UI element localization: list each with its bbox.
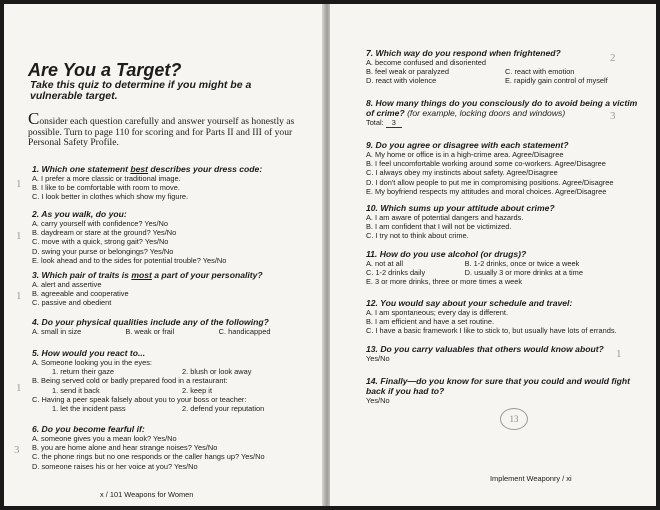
q3-option-b[interactable]: B. agreeable and cooperative xyxy=(32,289,129,299)
q14-answer[interactable]: Yes/No xyxy=(366,396,390,405)
q3-title-post: a part of your personality? xyxy=(151,270,263,280)
question-12 xyxy=(366,298,644,336)
question-2-title: 2. As you walk, do you: xyxy=(32,209,127,219)
q12-option-b[interactable]: B. I am efficient and have a set routine. xyxy=(366,317,495,327)
q7-option-d[interactable]: D. react with violence xyxy=(366,76,437,86)
q11-option-e[interactable]: E. 3 or more drinks, three or more times a week xyxy=(366,277,523,287)
q1-option-a[interactable]: A. I prefer a more classic or traditional image. xyxy=(32,174,181,183)
q4-options xyxy=(32,327,312,336)
q7-option-b[interactable]: B. feel weak or paralyzed xyxy=(366,67,449,77)
q11-option-d[interactable]: D. usually 3 or more drinks at a time xyxy=(464,268,583,278)
question-1-title xyxy=(32,164,312,174)
handwritten-mark-r3: 3 xyxy=(610,110,616,122)
q1-option-c[interactable]: C. I look better in clothes which show my figure. xyxy=(32,192,189,202)
q9-option-b[interactable]: B. I feel uncomfortable working around some co-workers. Agree/Disagree xyxy=(366,159,606,169)
handwritten-mark-3: 1 xyxy=(16,290,22,302)
q7-option-c[interactable]: C. react with emotion xyxy=(505,67,575,77)
q6-option-b[interactable]: B. you are home alone and hear strange noises? Yes/No xyxy=(32,443,218,453)
q5-b-choice-1[interactable]: 1. send it back xyxy=(52,385,100,395)
question-11 xyxy=(366,249,644,287)
question-13 xyxy=(366,344,644,363)
question-6-title: 6. Do you become fearful if: xyxy=(32,424,145,434)
q5-a-choice-1[interactable]: 1. return their gaze xyxy=(52,367,115,377)
q3-title-emph: most xyxy=(131,270,152,280)
page-title: Are You a Target? xyxy=(28,60,182,80)
q5-b-choices xyxy=(32,386,312,395)
handwritten-mark-1: 1 xyxy=(16,178,22,190)
question-14 xyxy=(366,376,644,405)
q4-option-c[interactable]: C. handicapped xyxy=(218,327,271,336)
question-10-title: 10. Which sums up your attitude about crime? xyxy=(366,203,555,213)
q11-row-cd xyxy=(366,268,644,277)
q6-option-d[interactable]: D. someone raises his or her voice at you? Yes/No xyxy=(32,461,198,471)
page-subtitle: Take this quiz to determine if you might be a vulnerable target. xyxy=(30,79,252,102)
question-7 xyxy=(366,48,644,86)
q2-option-e[interactable]: E. look ahead and to the sides for potential trouble? Yes/No xyxy=(32,255,227,265)
q8-total-label: Total: xyxy=(366,118,384,127)
q5-c-choices xyxy=(32,404,312,413)
intro-text: onsider each question carefully and answer yourself as honestly as possible. Turn to page 110 for scoring and for Parts II and III of your Personal Safety Profile. xyxy=(28,116,295,149)
q10-option-a[interactable]: A. I am aware of potential dangers and hazards. xyxy=(366,213,524,222)
question-7-title: 7. Which way do you respond when frightened? xyxy=(366,48,561,58)
q8-title-paren: (for example, locking doors and windows) xyxy=(404,108,566,118)
q5-a-choice-2[interactable]: 2. blush or look away xyxy=(182,367,252,377)
q12-option-a[interactable]: A. I am spontaneous; every day is different. xyxy=(366,308,509,317)
question-4-title: 4. Do your physical qualities include any of the following? xyxy=(32,317,269,327)
q1-title-pre: 1. Which one statement xyxy=(32,164,131,174)
q9-option-a[interactable]: A. My home or office is in a high-crime area. Agree/Disagree xyxy=(366,150,564,159)
right-page-footer: Implement Weaponry / xi xyxy=(490,474,572,483)
question-6 xyxy=(32,424,312,471)
q7-row-bc xyxy=(366,67,644,76)
q7-option-a[interactable]: A. become confused and disoriented xyxy=(366,58,486,67)
question-3 xyxy=(32,270,312,308)
handwritten-mark-2: 1 xyxy=(16,230,22,242)
q9-option-e[interactable]: E. My boyfriend respects my attitudes and moral choices. Agree/Disagree xyxy=(366,186,607,196)
right-page xyxy=(330,4,656,506)
handwritten-mark-5: 3 xyxy=(14,444,20,456)
q10-option-b[interactable]: B. I am confident that I will not be victimized. xyxy=(366,222,512,232)
q9-option-d[interactable]: D. I don't allow people to put me in compromising positions. Agree/Disagree xyxy=(366,177,614,187)
q9-option-c[interactable]: C. I always obey my instincts about safety. Agree/Disagree xyxy=(366,168,558,178)
q7-row-de xyxy=(366,76,644,85)
q5-part-c: C. Having a peer speak falsely about you to your boss or teacher: xyxy=(32,394,247,404)
question-12-title: 12. You would say about your schedule and travel: xyxy=(366,298,573,308)
q3-option-c[interactable]: C. passive and obedient xyxy=(32,298,112,308)
q2-option-a[interactable]: A. carry yourself with confidence? Yes/No xyxy=(32,219,168,228)
question-3-title xyxy=(32,270,312,280)
q3-title-pre: 3. Which pair of traits is xyxy=(32,270,132,280)
q3-option-a[interactable]: A. alert and assertive xyxy=(32,280,102,289)
question-14-title: 14. Finally—do you know for sure that you could and would fight back if you had to? xyxy=(366,376,631,396)
q4-option-a[interactable]: A. small in size xyxy=(32,327,82,336)
q11-option-c[interactable]: C. 1-2 drinks daily xyxy=(366,268,426,278)
handwritten-score: 13 xyxy=(500,408,528,430)
q5-a-choices xyxy=(32,367,312,376)
q5-c-choice-2[interactable]: 2. defend your reputation xyxy=(182,404,265,414)
left-page xyxy=(4,4,326,506)
q11-option-b[interactable]: B. 1-2 drinks, once or twice a week xyxy=(464,259,580,268)
question-5-title: 5. How would you react to... xyxy=(32,348,146,358)
handwritten-mark-r2: 2 xyxy=(610,52,616,64)
q1-option-b[interactable]: B. I like to be comfortable with room to move. xyxy=(32,183,180,193)
question-10 xyxy=(366,203,644,241)
q10-option-c[interactable]: C. I try not to think about crime. xyxy=(366,231,469,241)
question-2 xyxy=(32,209,312,265)
question-8 xyxy=(366,98,644,127)
q11-option-a[interactable]: A. not at all xyxy=(366,259,403,268)
handwritten-mark-r1: 1 xyxy=(616,348,622,360)
question-13-title: 13. Do you carry valuables that others would know about? xyxy=(366,344,604,354)
intro-paragraph xyxy=(28,109,308,149)
q13-answer[interactable]: Yes/No xyxy=(366,354,390,363)
q5-c-choice-1[interactable]: 1. let the incident pass xyxy=(52,404,126,414)
q2-option-c[interactable]: C. move with a quick, strong gait? Yes/No xyxy=(32,237,169,247)
q7-option-e[interactable]: E. rapidly gain control of myself xyxy=(505,76,608,86)
question-4 xyxy=(32,317,312,336)
q1-title-post: describes your dress code: xyxy=(148,164,263,174)
question-8-title xyxy=(366,98,644,118)
question-9 xyxy=(366,140,644,196)
q1-title-emph: best xyxy=(130,164,149,174)
q2-option-b[interactable]: B. daydream or stare at the ground? Yes/No xyxy=(32,228,177,238)
q12-option-c[interactable]: C. I have a basic framework I like to stick to, but usually have lots of errands. xyxy=(366,326,617,336)
question-5 xyxy=(32,348,312,413)
q4-option-b[interactable]: B. weak or frail xyxy=(125,327,175,336)
q8-title-text: 8. How many things do you consciously do to avoid being a victim of crime? xyxy=(366,98,638,118)
q6-option-a[interactable]: A. someone gives you a mean look? Yes/No xyxy=(32,434,177,443)
q8-total-value[interactable]: 3 xyxy=(386,118,402,128)
question-11-title: 11. How do you use alcohol (or drugs)? xyxy=(366,249,527,259)
handwritten-mark-4: 1 xyxy=(16,382,22,394)
q11-row-ab xyxy=(366,259,644,268)
q6-option-c[interactable]: C. the phone rings but no one responds or the caller hangs up? Yes/No xyxy=(32,452,265,462)
left-page-footer: x / 101 Weapons for Women xyxy=(100,490,194,499)
q2-option-d[interactable]: D. swing your purse or belongings? Yes/No xyxy=(32,246,174,256)
question-9-title: 9. Do you agree or disagree with each statement? xyxy=(366,140,569,150)
q5-b-choice-2[interactable]: 2. keep it xyxy=(182,385,212,395)
q8-total xyxy=(366,118,644,127)
q5-part-a: A. Someone looking you in the eyes: xyxy=(32,358,152,367)
drop-cap: C xyxy=(28,109,40,128)
q5-part-b: B. Being served cold or badly prepared food in a restaurant: xyxy=(32,376,228,386)
question-1 xyxy=(32,164,312,202)
